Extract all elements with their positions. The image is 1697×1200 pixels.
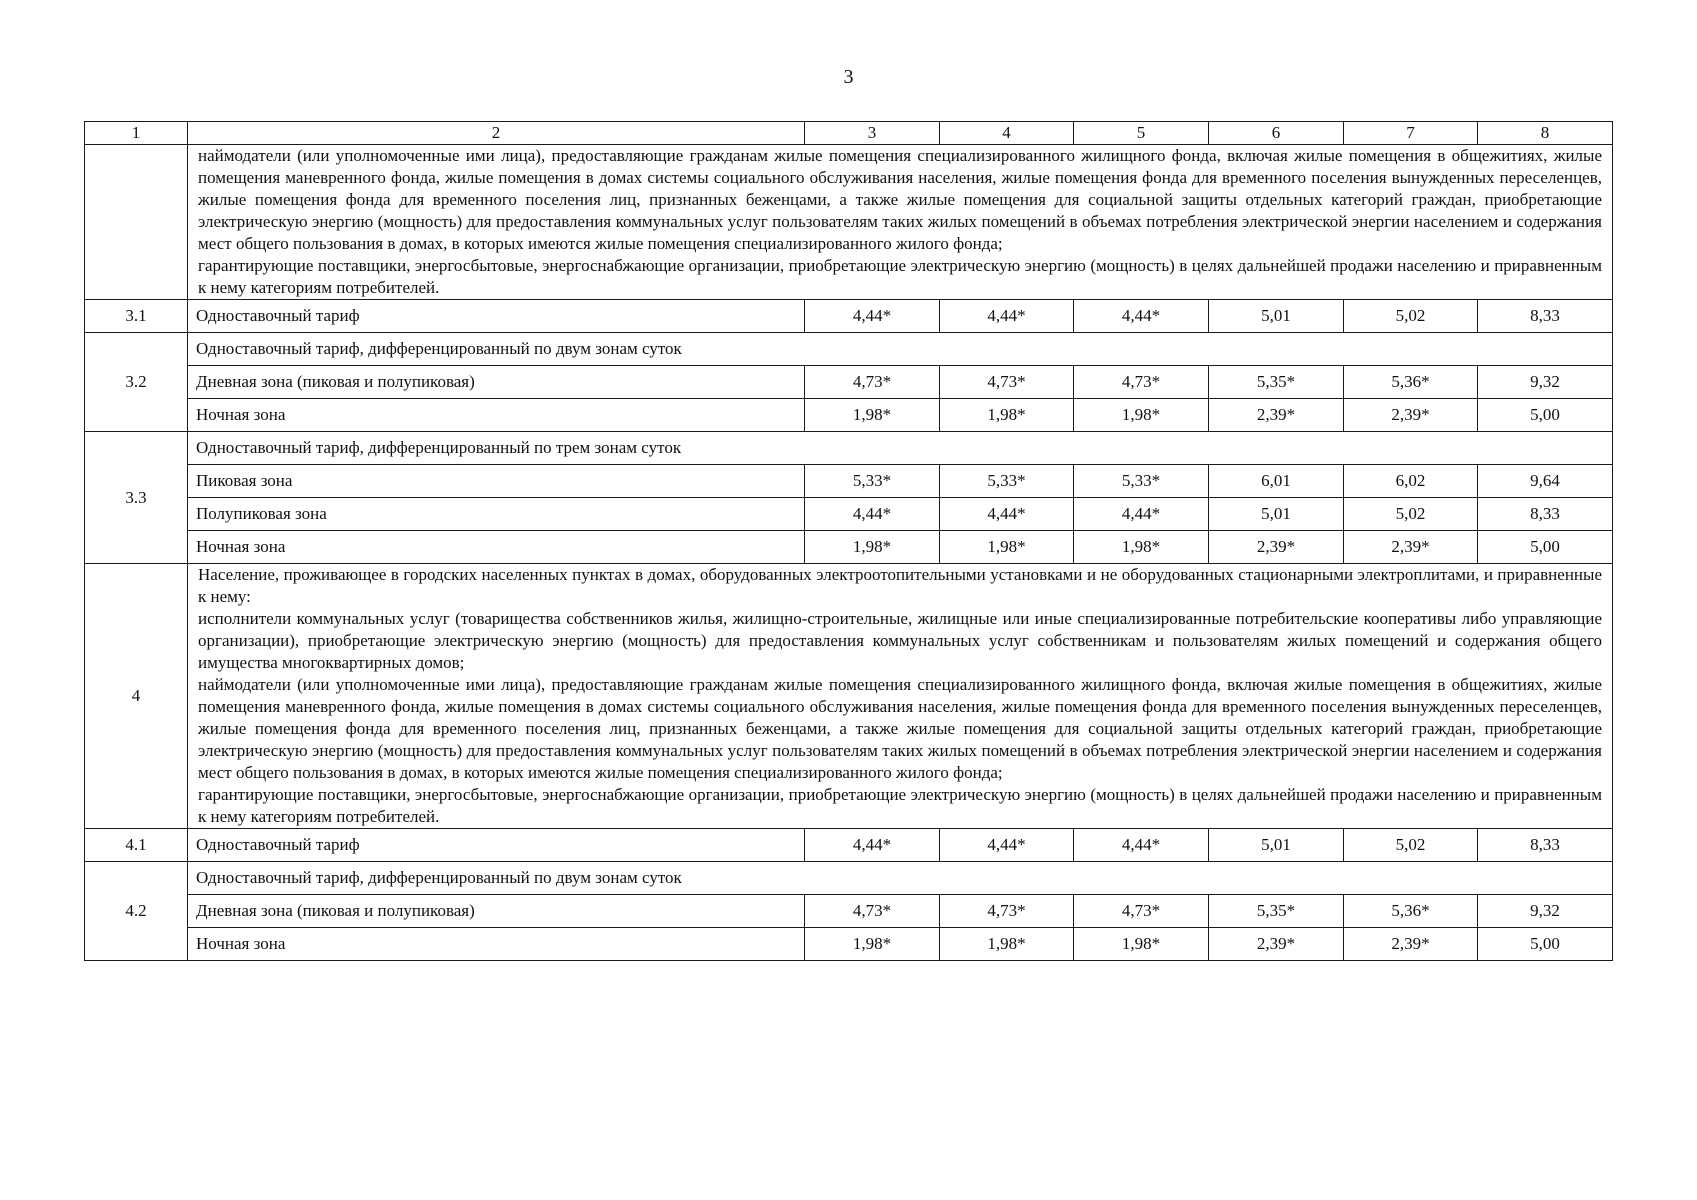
column-number: 5 (1074, 122, 1209, 145)
tariff-value: 2,39* (1209, 531, 1344, 564)
row-number-cell (85, 145, 188, 300)
row-number: 3.1 (85, 300, 188, 333)
description-paragraph: Население, проживающее в городских населенных пунктах в домах, оборудованных электроотопительными установками и не оборудованных стационарными электроплитами, и приравненные к нему: (198, 565, 1602, 606)
tariff-value: 5,02 (1344, 498, 1478, 531)
row-number: 4.1 (85, 829, 188, 862)
page-number: 3 (843, 66, 854, 88)
column-number: 8 (1478, 122, 1613, 145)
tariff-table (84, 121, 1613, 961)
row-number: 4.2 (85, 862, 188, 961)
tariff-value: 9,32 (1478, 366, 1613, 399)
table-row (85, 399, 1613, 432)
description-paragraph: гарантирующие поставщики, энергосбытовые, энергоснабжающие организации, приобретающие электрическую энергию (мощность) в целях дальнейшей продажи населению и приравненным к нему категориям потребителей. (198, 785, 1602, 826)
tariff-value: 5,00 (1478, 928, 1613, 961)
table-row (85, 333, 1613, 366)
tariff-value: 4,73* (805, 895, 940, 928)
tariff-value: 4,73* (940, 895, 1074, 928)
tariff-value: 2,39* (1344, 531, 1478, 564)
table-row (85, 465, 1613, 498)
tariff-value: 4,44* (1074, 829, 1209, 862)
tariff-label: Ночная зона (188, 399, 805, 432)
tariff-label: Дневная зона (пиковая и полупиковая) (188, 366, 805, 399)
row-number: 3.3 (85, 432, 188, 564)
tariff-value: 5,35* (1209, 895, 1344, 928)
tariff-value: 4,44* (1074, 498, 1209, 531)
tariff-value: 5,01 (1209, 300, 1344, 333)
tariff-value: 2,39* (1344, 399, 1478, 432)
column-number: 3 (805, 122, 940, 145)
tariff-value: 8,33 (1478, 300, 1613, 333)
column-number: 6 (1209, 122, 1344, 145)
tariff-value: 5,00 (1478, 399, 1613, 432)
row-number: 3.2 (85, 333, 188, 432)
tariff-value: 9,32 (1478, 895, 1613, 928)
table-row (85, 531, 1613, 564)
tariff-value: 4,44* (940, 498, 1074, 531)
tariff-value: 4,44* (805, 829, 940, 862)
column-number: 1 (85, 122, 188, 145)
table-row (85, 300, 1613, 333)
table-row (85, 895, 1613, 928)
tariff-value: 6,02 (1344, 465, 1478, 498)
tariff-value: 1,98* (805, 399, 940, 432)
group-3-description (188, 145, 1613, 300)
tariff-label: Одноставочный тариф (188, 300, 805, 333)
description-paragraph: гарантирующие поставщики, энергосбытовые, энергоснабжающие организации, приобретающие электрическую энергию (мощность) в целях дальнейшей продажи населению и приравненным к нему категориям потребителей. (198, 256, 1602, 297)
tariff-value: 5,33* (805, 465, 940, 498)
tariff-value: 1,98* (805, 531, 940, 564)
description-paragraph: исполнители коммунальных услуг (товарищества собственников жилья, жилищно-строительные, жилищные или иные специализированные потребительские кооперативы либо управляющие организации), приобретающие электрическую энергию (мощность) для предоставления коммунальных услуг собственникам и пользователям жилых помещений и содержания общего имущества многоквартирных домов; (198, 609, 1602, 672)
description-paragraph: наймодатели (или уполномоченные ими лица), предоставляющие гражданам жилые помещения специализированного жилищного фонда, включая жилые помещения в общежитиях, жилые помещения маневренного фонда, жилые помещения в домах системы социального обслуживания населения, жилые помещения фонда для временного поселения вынужденных переселенцев, жилые помещения фонда для временного поселения лиц, признанных беженцами, а также жилые помещения для социальной защиты отдельных категорий граждан, приобретающие электрическую энергию (мощность) для предоставления коммунальных услуг пользователям таких жилых помещений в объемах потребления электрической энергии населением и содержания мест общего пользования в домах, в которых имеются жилые помещения специализированного жилого фонда; (198, 146, 1602, 253)
tariff-value: 1,98* (1074, 531, 1209, 564)
table-row (85, 432, 1613, 465)
tariff-value: 5,33* (1074, 465, 1209, 498)
column-number: 4 (940, 122, 1074, 145)
table-row (85, 498, 1613, 531)
tariff-label: Полупиковая зона (188, 498, 805, 531)
tariff-label: Дневная зона (пиковая и полупиковая) (188, 895, 805, 928)
tariff-label: Пиковая зона (188, 465, 805, 498)
tariff-value: 1,98* (805, 928, 940, 961)
tariff-label: Одноставочный тариф (188, 829, 805, 862)
tariff-value: 8,33 (1478, 498, 1613, 531)
tariff-value: 5,00 (1478, 531, 1613, 564)
tariff-label: Ночная зона (188, 531, 805, 564)
description-paragraph: наймодатели (или уполномоченные ими лица), предоставляющие гражданам жилые помещения специализированного жилищного фонда, включая жилые помещения в общежитиях, жилые помещения маневренного фонда, жилые помещения в домах системы социального обслуживания населения, жилые помещения фонда для временного поселения вынужденных переселенцев, жилые помещения фонда для временного поселения лиц, признанных беженцами, а также жилые помещения для социальной защиты отдельных категорий граждан, приобретающие электрическую энергию (мощность) для предоставления коммунальных услуг пользователям таких жилых помещений в объемах потребления электрической энергии населением и содержания мест общего пользования в домах, в которых имеются жилые помещения специализированного жилого фонда; (198, 675, 1602, 782)
tariff-value: 4,73* (1074, 895, 1209, 928)
table-row (85, 862, 1613, 895)
column-number-row (85, 122, 1613, 145)
tariff-value: 1,98* (940, 399, 1074, 432)
tariff-value: 4,44* (940, 300, 1074, 333)
column-number: 7 (1344, 122, 1478, 145)
tariff-label: Ночная зона (188, 928, 805, 961)
tariff-group-title: Одноставочный тариф, дифференцированный по двум зонам суток (188, 862, 1613, 895)
row-number: 4 (85, 564, 188, 829)
tariff-value: 5,02 (1344, 829, 1478, 862)
group-4-description-row (85, 564, 1613, 829)
table-row (85, 928, 1613, 961)
group-4-description (188, 564, 1613, 829)
tariff-value: 6,01 (1209, 465, 1344, 498)
tariff-value: 4,44* (805, 300, 940, 333)
tariff-value: 5,36* (1344, 895, 1478, 928)
tariff-value: 1,98* (940, 531, 1074, 564)
tariff-value: 1,98* (1074, 399, 1209, 432)
tariff-value: 1,98* (940, 928, 1074, 961)
tariff-group-title: Одноставочный тариф, дифференцированный по трем зонам суток (188, 432, 1613, 465)
tariff-value: 5,35* (1209, 366, 1344, 399)
tariff-value: 8,33 (1478, 829, 1613, 862)
tariff-value: 2,39* (1209, 928, 1344, 961)
tariff-group-title: Одноставочный тариф, дифференцированный по двум зонам суток (188, 333, 1613, 366)
tariff-value: 2,39* (1209, 399, 1344, 432)
tariff-value: 4,44* (805, 498, 940, 531)
tariff-value: 5,33* (940, 465, 1074, 498)
tariff-value: 9,64 (1478, 465, 1613, 498)
column-number: 2 (188, 122, 805, 145)
tariff-value: 4,73* (805, 366, 940, 399)
tariff-value: 5,36* (1344, 366, 1478, 399)
tariff-value: 2,39* (1344, 928, 1478, 961)
tariff-value: 4,73* (1074, 366, 1209, 399)
tariff-value: 4,44* (940, 829, 1074, 862)
group-3-description-row (85, 145, 1613, 300)
table-row (85, 829, 1613, 862)
tariff-value: 1,98* (1074, 928, 1209, 961)
table-row (85, 366, 1613, 399)
tariff-value: 5,02 (1344, 300, 1478, 333)
tariff-value: 5,01 (1209, 829, 1344, 862)
tariff-value: 5,01 (1209, 498, 1344, 531)
tariff-value: 4,44* (1074, 300, 1209, 333)
tariff-value: 4,73* (940, 366, 1074, 399)
